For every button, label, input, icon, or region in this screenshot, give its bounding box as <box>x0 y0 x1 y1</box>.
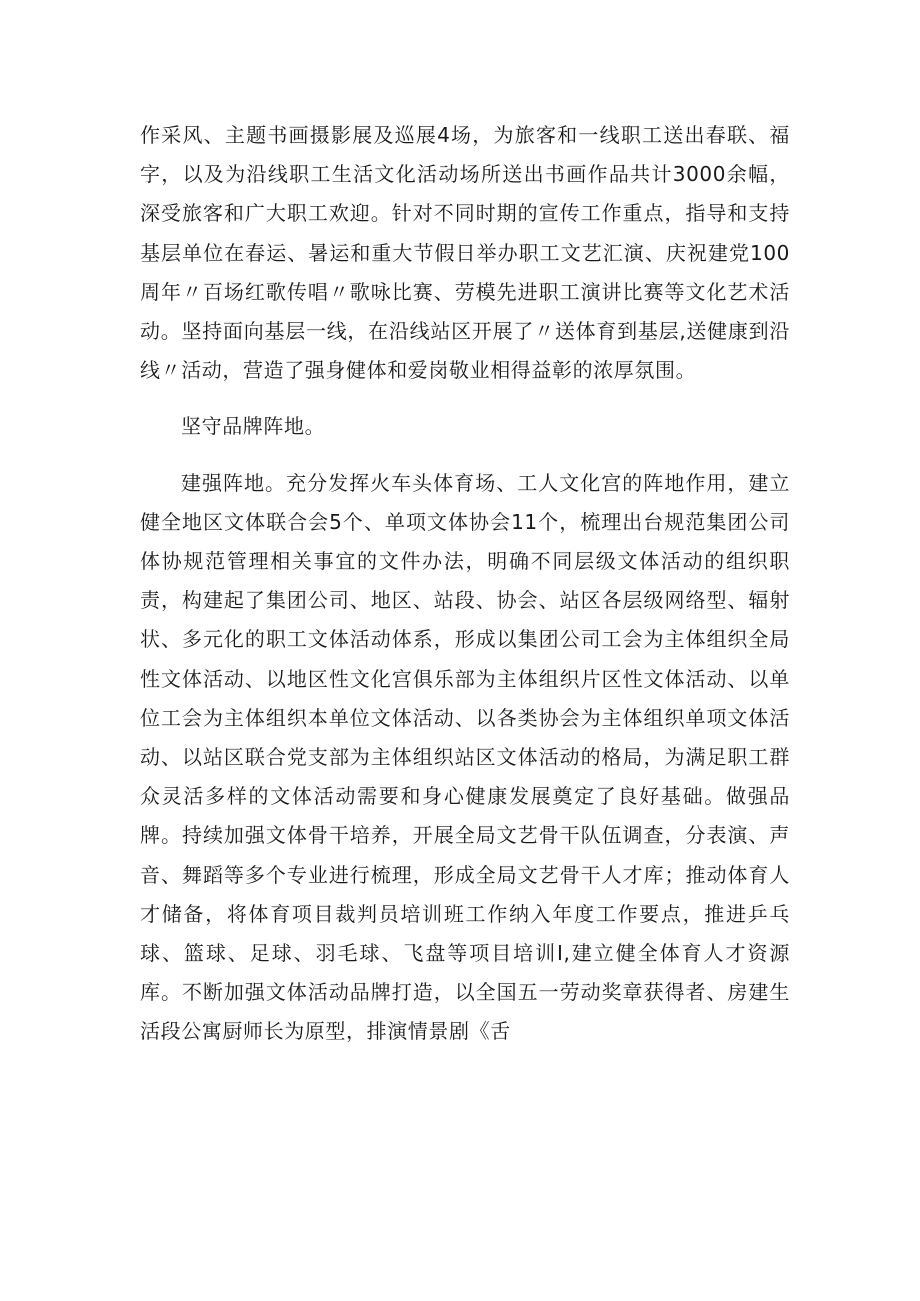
section-heading: 坚守品牌阵地。 <box>181 414 326 439</box>
document-body <box>140 116 790 1052</box>
paragraph-continued: 作采风、主题书画摄影展及巡展4场，为旅客和一线职工送出春联、福字，以及为沿线职工生活文化活动场所送出书画作品共计3000余幅，深受旅客和广大职工欢迎。针对不同时期的宣传工作重点，指导和支持基层单位在春运、暑运和重大节假日举办职工文艺汇演、庆祝建党100周年〃百场红歌传唱〃歌咏比赛、劳模先进职工演讲比赛等文化艺术活动。坚持面向基层一线，在沿线站区开展了〃送体育到基层,送健康到沿线〃活动，营造了强身健体和爱岗敬业相得益彰的浓厚氛围。 <box>140 123 790 383</box>
paragraph-main: 建强阵地。充分发挥火车头体育场、工人文化宫的阵地作用，建立健全地区文体联合会5个、单项文体协会11个，梳理出台规范集团公司体协规范管理相关事宜的文件办法，明确不同层级文体活动的组织职责，构建起了集团公司、地区、站段、协会、站区各层级网络型、辐射状、多元化的职工文体活动体系，形成以集团公司工会为主体组织全局性文体活动、以地区性文化宫俱乐部为主体组织片区性文体活动、以单位工会为主体组织本单位文体活动、以各类协会为主体组织单项文体活动、以站区联合党支部为主体组织站区文体活动的格局，为满足职工群众灵活多样的文体活动需要和身心健康发展奠定了良好基础。做强品牌。持续加强文体骨干培养，开展全局文艺骨干队伍调查，分表演、声音、舞蹈等多个专业进行梳理，形成全局文艺骨干人才库；推动体育人才储备，将体育项目裁判员培训班工作纳入年度工作要点，推进乒乓球、篮球、足球、羽毛球、飞盘等项目培训I,建立健全体育人才资源库。不断加强文体活动品牌打造，以全国五一劳动奖章获得者、房建生活段公寓厨师长为原型，排演情景剧《舌 <box>140 470 790 1044</box>
